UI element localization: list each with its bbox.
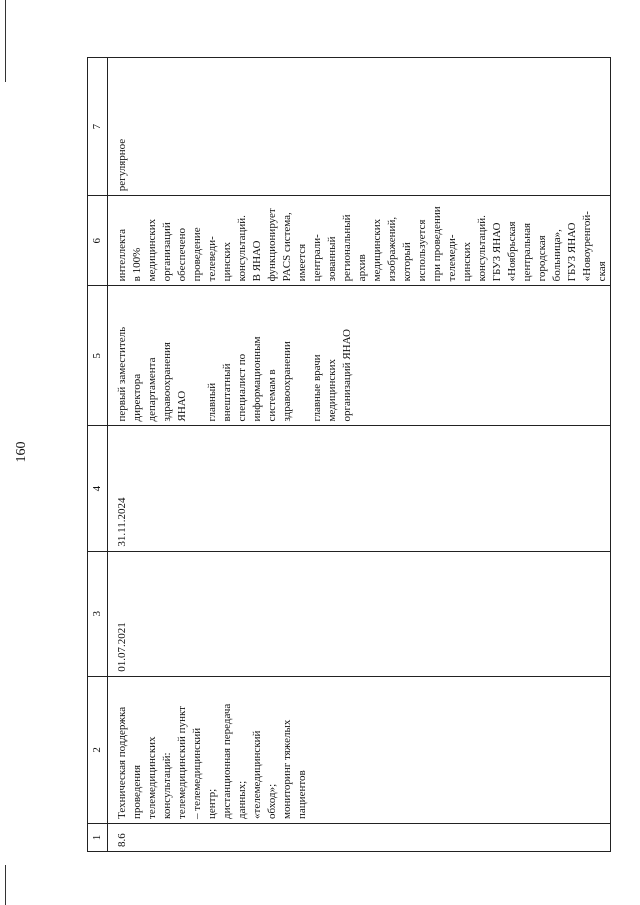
result-cell: интеллекта в 100% медицинских организаций обеспечено проведение телеведи- цинских консультаций. В ЯНАО функционирует PACS система, имеется централи- зованный региональный архив медицинских изображений, который используется при проведении телемеди- цинских консультаций. ГБУЗ ЯНАО «Ноябрьская центральная городская больница», ГБУЗ ЯНАО «Новоуренгой- ская: [108, 196, 611, 286]
column-number-4: 4: [88, 426, 108, 551]
description-cell: Техническая поддержка проведения телемедицинских консультаций: телемедицинский пункт – телемедицинский центр; дистанционная передача данных; «телемедицинский обход»; мониторинг тяжелых пациентов: [108, 676, 611, 823]
end-date-cell: 31.11.2024: [108, 426, 611, 551]
column-number-6: 6: [88, 196, 108, 286]
scan-edge-bottom: [0, 865, 6, 905]
page-number: 160: [14, 441, 29, 463]
scan-edge-top: [0, 0, 6, 82]
item-number-cell: 8.6: [108, 823, 611, 851]
column-number-3: 3: [88, 551, 108, 676]
column-number-5: 5: [88, 286, 108, 426]
rotated-table-frame: [87, 57, 606, 852]
table-row: [108, 58, 611, 852]
periodicity-cell: регулярное: [108, 58, 611, 196]
start-date-cell: 01.07.2021: [108, 551, 611, 676]
responsible-cell: первый заместитель директора департамента здравоохранения ЯНАО главный внештатный специалист по информационным системам в здравоохранении главные врачи медицинских организаций ЯНАО: [108, 286, 611, 426]
plan-table: [87, 57, 611, 852]
column-number-7: 7: [88, 58, 108, 196]
column-number-2: 2: [88, 676, 108, 823]
column-number-1: 1: [88, 823, 108, 851]
column-number-row: [88, 58, 108, 852]
